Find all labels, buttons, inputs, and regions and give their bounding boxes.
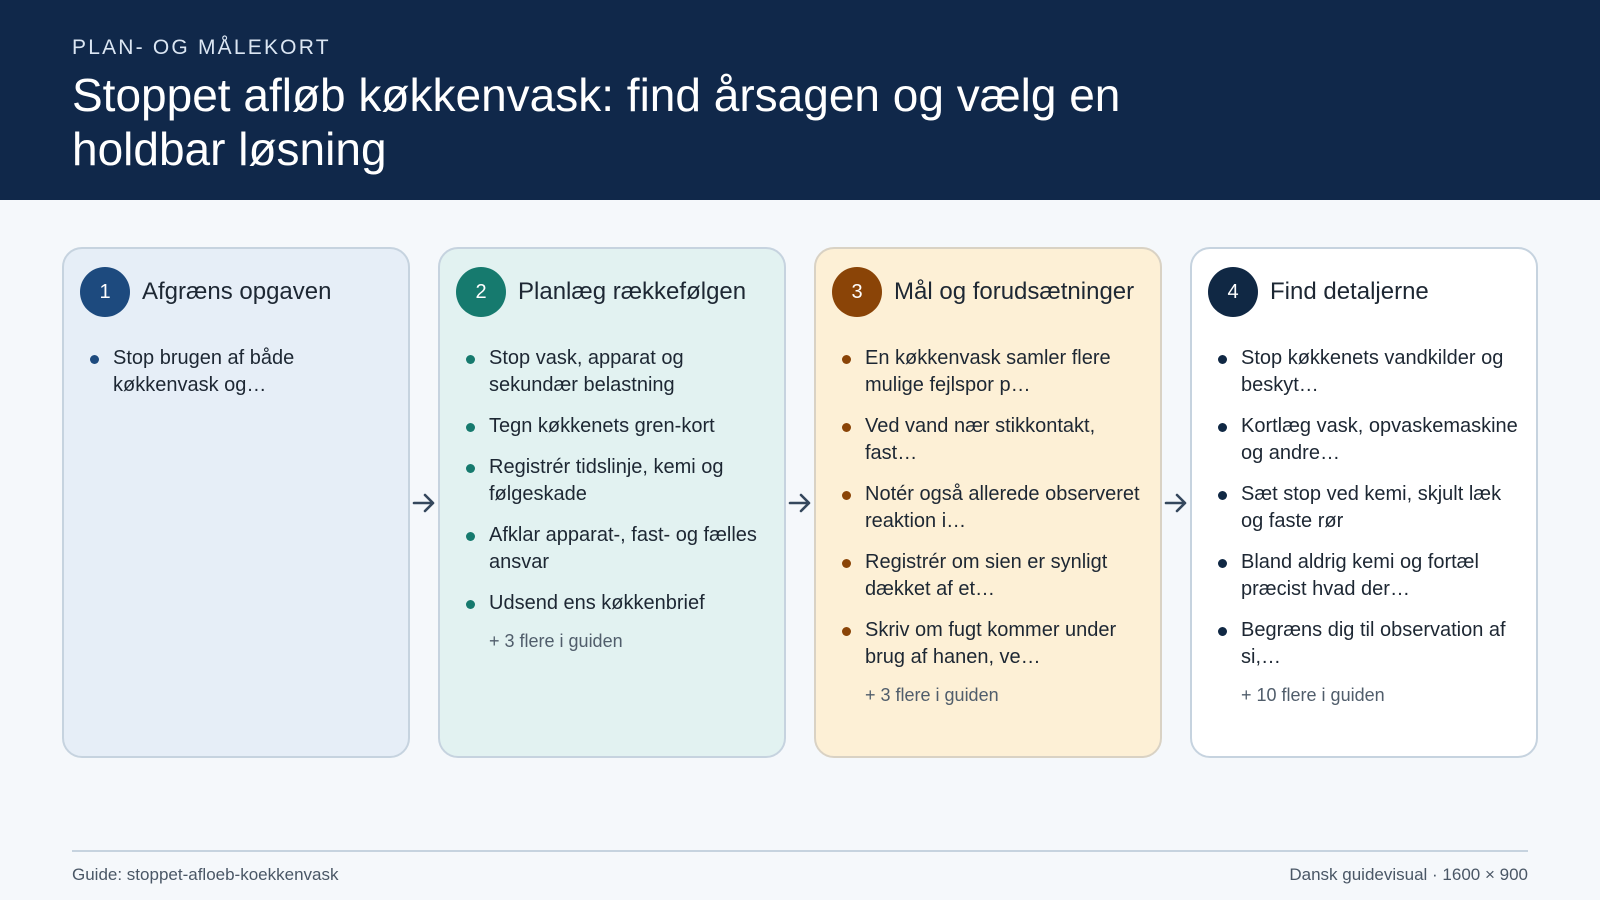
- step-number-badge: 2: [456, 267, 506, 317]
- step-card-header: [1208, 267, 1518, 317]
- list-item: Begræns dig til observation af si,…: [1218, 617, 1518, 671]
- footer-guide-slug: Guide: stoppet-afloeb-koekkenvask: [72, 865, 339, 884]
- step-title: Mål og forudsætninger: [894, 278, 1135, 305]
- step-card-1: [62, 247, 410, 758]
- more-in-guide-note: + 10 flere i guiden: [1241, 685, 1385, 705]
- eyebrow-label: PLAN- OG MÅLEKORT: [72, 36, 331, 59]
- list-item: En køkkenvask samler flere mulige fejlspor p…: [842, 345, 1142, 399]
- step-item-list: [80, 345, 390, 399]
- step-card-header: [80, 267, 390, 317]
- step-cards: [62, 247, 1538, 758]
- step-item-list: [832, 345, 1142, 671]
- step-card-3: [814, 247, 1162, 758]
- step-number-badge: 1: [80, 267, 130, 317]
- step-card-header: [456, 267, 766, 317]
- list-item: Registrér tidslinje, kemi og følgeskade: [466, 454, 766, 508]
- step-number-badge: 4: [1208, 267, 1258, 317]
- step-title: Find detaljerne: [1270, 278, 1429, 305]
- step-card-2: [438, 247, 786, 758]
- list-item: Stop vask, apparat og sekundær belastning: [466, 345, 766, 399]
- list-item: Sæt stop ved kemi, skjult læk og faste rør: [1218, 481, 1518, 535]
- more-in-guide-note: + 3 flere i guiden: [489, 631, 623, 651]
- list-item: Kortlæg vask, opvaskemaskine og andre…: [1218, 413, 1518, 467]
- list-item: Udsend ens køkkenbrief: [466, 590, 766, 617]
- footer-meta: Dansk guidevisual · 1600 × 900: [1289, 865, 1528, 884]
- header: [0, 0, 1600, 200]
- list-item: Registrér om sien er synligt dækket af et…: [842, 549, 1142, 603]
- footer-divider: [72, 850, 1528, 852]
- step-item-list: [456, 345, 766, 617]
- step-card-4: [1190, 247, 1538, 758]
- arrow-right-icon: [1162, 247, 1190, 758]
- arrow-right-icon: [786, 247, 814, 758]
- list-item: Notér også allerede observeret reaktion i…: [842, 481, 1142, 535]
- list-item: Ved vand nær stikkontakt, fast…: [842, 413, 1142, 467]
- more-in-guide-note: + 3 flere i guiden: [865, 685, 999, 705]
- page-title: Stoppet afløb køkkenvask: find årsagen og vælg en holdbar løsning: [72, 69, 1121, 175]
- step-title: Afgræns opgaven: [142, 278, 332, 305]
- list-item: Bland aldrig kemi og fortæl præcist hvad der…: [1218, 549, 1518, 603]
- step-title: Planlæg rækkefølgen: [518, 278, 747, 305]
- step-card-header: [832, 267, 1142, 317]
- step-item-list: [1208, 345, 1518, 671]
- list-item: Skriv om fugt kommer under brug af hanen, ve…: [842, 617, 1142, 671]
- list-item: Tegn køkkenets gren-kort: [466, 413, 766, 440]
- list-item: Stop brugen af både køkkenvask og…: [90, 345, 390, 399]
- list-item: Stop køkkenets vandkilder og beskyt…: [1218, 345, 1518, 399]
- step-number-badge: 3: [832, 267, 882, 317]
- list-item: Afklar apparat-, fast- og fælles ansvar: [466, 522, 766, 576]
- arrow-right-icon: [410, 247, 438, 758]
